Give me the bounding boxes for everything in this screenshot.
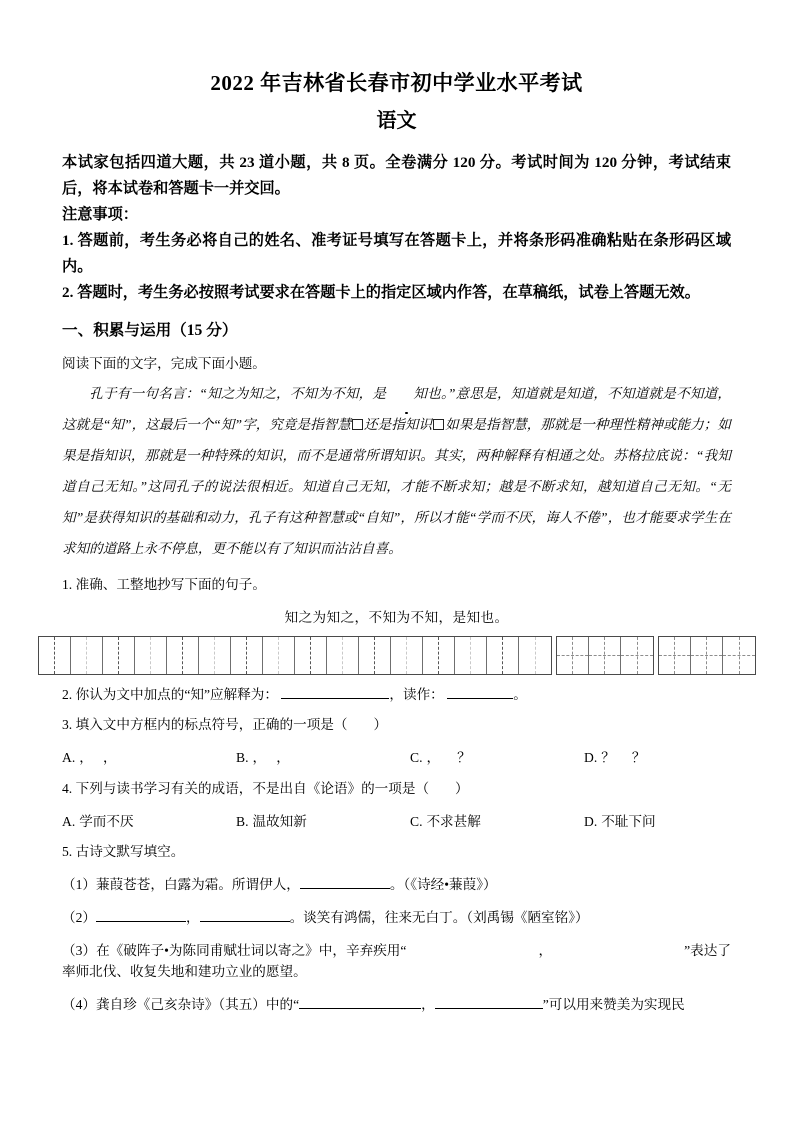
question-2-answer-blank-1[interactable] bbox=[281, 685, 389, 699]
question-3-option-b[interactable] bbox=[236, 747, 410, 769]
notice-item-1: 1. 答题前，考生务必将自己的姓名、准考证号填写在答题卡上，并将条形码准确粘贴在条形码区域内。 bbox=[62, 231, 731, 276]
question-4-option-d-label: D. bbox=[584, 813, 598, 829]
question-4-option-d[interactable] bbox=[584, 811, 656, 833]
question-3-option-b-mark-2: ， bbox=[276, 750, 290, 766]
question-2-number: 2. bbox=[62, 686, 73, 702]
question-5-stem: 古诗文默写填空。 bbox=[75, 844, 185, 860]
passage-part-4: 如果是指智慧，那就是一种理性精神或能力；如果是指知识，那就是一种特殊的知识，而不是通常所谓知识。其实，两种解释有相通之处。苏格拉底说：“我知道自己无知。”这同孔子的说法很相近。知道自己无知，才能不断求知；越是不断求知，越知道自己无知。“无知”是获得知识的基础和动力，孔子有这种智慧或“自知”，所以才能“学而不厌，诲人不倦”，也才能要求学生在求知的道路上永不停息，更不能以有了知识而沾沾自喜。 bbox=[62, 417, 731, 556]
writing-grid-tian-cell[interactable] bbox=[659, 637, 691, 674]
question-5-item-3-before: 在《破阵子•为陈同甫赋壮词以寄之》中，辛弃疾用“ bbox=[96, 942, 407, 958]
writing-grid-tian-block-2 bbox=[658, 636, 756, 675]
question-5-item-3-label: （3） bbox=[62, 942, 97, 958]
question-1-stem: 准确、工整地抄写下面的句子。 bbox=[75, 576, 266, 592]
question-3-option-c-label: C. bbox=[410, 750, 423, 766]
question-3-option-b-mark-1: ， bbox=[252, 750, 260, 766]
writing-grid-cell[interactable] bbox=[423, 637, 455, 674]
question-3-option-d[interactable] bbox=[584, 747, 662, 769]
question-1-number: 1. bbox=[62, 576, 73, 592]
question-4-option-d-text: 不耻下问 bbox=[601, 813, 656, 829]
question-4-option-c-text: 不求甚解 bbox=[426, 813, 481, 829]
question-2-stem-a: 你认为文中加点的“知”应解释为： bbox=[75, 686, 278, 702]
question-5-item-1-before: 蒹葭苍苍，白露为霜。所谓伊人， bbox=[95, 877, 300, 893]
writing-grid-cell[interactable] bbox=[455, 637, 487, 674]
question-3-options bbox=[62, 747, 731, 769]
question-4-option-b[interactable] bbox=[236, 811, 410, 833]
question-4-option-b-label: B. bbox=[236, 813, 249, 829]
notice-heading: 注意事项： bbox=[62, 205, 138, 223]
writing-grid bbox=[38, 636, 756, 675]
question-5-item-2-after: 。谈笑有鸿儒，往来无白丁。（刘禹锡《陋室铭》） bbox=[289, 909, 589, 925]
question-3-option-c[interactable] bbox=[410, 747, 584, 769]
writing-grid-tian-cell[interactable] bbox=[691, 637, 723, 674]
question-1 bbox=[62, 574, 731, 596]
punctuation-box-2 bbox=[433, 419, 444, 430]
question-3-option-b-label: B. bbox=[236, 750, 249, 766]
question-5-item-2-middle: ， bbox=[185, 909, 200, 925]
writing-grid-cell[interactable] bbox=[263, 637, 295, 674]
writing-grid-cell[interactable] bbox=[199, 637, 231, 674]
page-title: 2022 年吉林省长春市初中学业水平考试 bbox=[210, 71, 583, 95]
question-4-option-a[interactable] bbox=[62, 811, 236, 833]
question-3-option-a-mark-2: ， bbox=[103, 750, 117, 766]
question-5-item-2-blank-1[interactable] bbox=[96, 908, 186, 922]
writing-grid-tian-cell[interactable] bbox=[723, 637, 755, 674]
writing-grid-wrap bbox=[62, 636, 731, 675]
question-4-option-c[interactable] bbox=[410, 811, 584, 833]
writing-grid-cell[interactable] bbox=[135, 637, 167, 674]
passage-part-2: 也。”意思是，知道就是知道，不知道就是不知道，这就是“知”，这最后一个“知”字，究竟是指智慧 bbox=[62, 386, 731, 433]
punctuation-box-1 bbox=[352, 419, 363, 430]
writing-grid-cell[interactable] bbox=[487, 637, 519, 674]
question-5-item-2-label: （2） bbox=[62, 909, 96, 925]
question-5-number: 5. bbox=[62, 844, 73, 860]
question-5-item-4-label: （4） bbox=[62, 997, 96, 1013]
question-4-option-b-text: 温故知新 bbox=[252, 813, 307, 829]
question-4-number: 4. bbox=[62, 780, 73, 796]
section-heading-one: 一、积累与运用（15 分） bbox=[62, 322, 238, 340]
writing-grid-plain-block bbox=[38, 636, 552, 675]
front-matter bbox=[62, 150, 731, 307]
question-5-item-4 bbox=[62, 994, 731, 1016]
reading-passage bbox=[62, 379, 731, 565]
question-5-item-3 bbox=[62, 940, 731, 984]
question-5-item-4-before: 龚自珍《己亥杂诗》（其五）中的“ bbox=[95, 997, 300, 1013]
question-3-option-a-mark-1: ， bbox=[79, 750, 87, 766]
writing-grid-tian-cell[interactable] bbox=[621, 637, 653, 674]
question-4 bbox=[62, 778, 731, 800]
question-5 bbox=[62, 841, 731, 863]
question-5-item-1-label: （1） bbox=[62, 877, 96, 893]
question-5-item-1-after: 。（《诗经•蒹葭》） bbox=[389, 877, 497, 893]
emphasized-character: 知 bbox=[386, 379, 427, 410]
question-3 bbox=[62, 714, 731, 736]
question-5-item-4-middle: ， bbox=[421, 997, 435, 1013]
question-5-item-1 bbox=[62, 874, 731, 896]
exam-overview-text: 本试家包括四道大题，共 23 道小题，共 8 页。全卷满分 120 分。考试时间为 120 分钟，考试结束后，将本试卷和答题卡一并交回。 bbox=[62, 153, 731, 197]
question-4-option-a-text: 学而不厌 bbox=[79, 813, 134, 829]
passage-part-3: 还是指知识 bbox=[364, 417, 433, 433]
question-3-option-d-mark-1: ？ bbox=[601, 750, 615, 766]
question-3-option-a[interactable] bbox=[62, 747, 236, 769]
question-2 bbox=[62, 684, 731, 706]
writing-grid-cell[interactable] bbox=[391, 637, 423, 674]
question-3-stem-close: ） bbox=[373, 717, 388, 733]
question-5-item-4-blank-2[interactable] bbox=[435, 995, 543, 1009]
writing-grid-tian-cell[interactable] bbox=[589, 637, 621, 674]
writing-grid-cell[interactable] bbox=[295, 637, 327, 674]
writing-grid-tian-block-1 bbox=[556, 636, 654, 675]
question-2-answer-blank-2[interactable] bbox=[447, 685, 513, 699]
reading-instruction: 阅读下面的文字，完成下面小题。 bbox=[62, 356, 266, 372]
writing-grid-cell[interactable] bbox=[231, 637, 263, 674]
question-4-options bbox=[62, 811, 731, 833]
writing-grid-cell[interactable] bbox=[167, 637, 199, 674]
question-5-item-4-after: ”可以用来赞美为实现民 bbox=[542, 997, 685, 1013]
writing-grid-cell[interactable] bbox=[71, 637, 103, 674]
question-3-option-a-label: A. bbox=[62, 750, 76, 766]
question-2-stem-b: ，读作： bbox=[389, 686, 444, 702]
question-5-item-1-blank[interactable] bbox=[300, 875, 390, 889]
question-5-item-2-blank-2[interactable] bbox=[200, 908, 290, 922]
notice-item-2: 2. 答题时，考生务必按照考试要求在答题卡上的指定区域内作答，在草稿纸，试卷上答题无效。 bbox=[62, 284, 700, 302]
question-5-item-2 bbox=[62, 907, 731, 929]
question-3-stem: 填入文中方框内的标点符号，正确的一项是（ bbox=[75, 717, 348, 733]
question-5-item-3-middle: ， bbox=[538, 942, 553, 958]
question-5-item-3-after: ”表达了率师北伐、收复失地和建功立业的愿望。 bbox=[62, 942, 732, 980]
question-3-number: 3. bbox=[62, 717, 73, 733]
question-4-option-c-label: C. bbox=[410, 813, 423, 829]
question-4-option-a-label: A. bbox=[62, 813, 76, 829]
question-3-option-c-mark-1: ， bbox=[426, 750, 441, 766]
writing-grid-cell[interactable] bbox=[327, 637, 359, 674]
writing-grid-cell[interactable] bbox=[519, 637, 551, 674]
question-4-stem: 下列与读书学习有关的成语，不是出自《论语》的一项是（ bbox=[75, 780, 430, 796]
passage-part-1: 孔于有一句名言：“知之为知之，不知为不知，是 bbox=[89, 386, 387, 402]
question-1-sample-sentence: 知之为知之，不知为不知，是知也。 bbox=[284, 609, 509, 625]
writing-grid-tian-cell[interactable] bbox=[557, 637, 589, 674]
question-3-option-d-mark-2: ？ bbox=[631, 750, 646, 766]
writing-grid-cell[interactable] bbox=[359, 637, 391, 674]
question-3-option-d-label: D. bbox=[584, 750, 598, 766]
question-3-option-c-mark-2: ？ bbox=[457, 750, 471, 766]
question-2-stem-c: 。 bbox=[513, 686, 527, 702]
subject-title: 语文 bbox=[376, 109, 417, 132]
writing-grid-cell[interactable] bbox=[103, 637, 135, 674]
question-4-stem-close: ） bbox=[455, 780, 469, 796]
writing-grid-cell[interactable] bbox=[39, 637, 71, 674]
question-5-item-4-blank-1[interactable] bbox=[299, 995, 421, 1009]
